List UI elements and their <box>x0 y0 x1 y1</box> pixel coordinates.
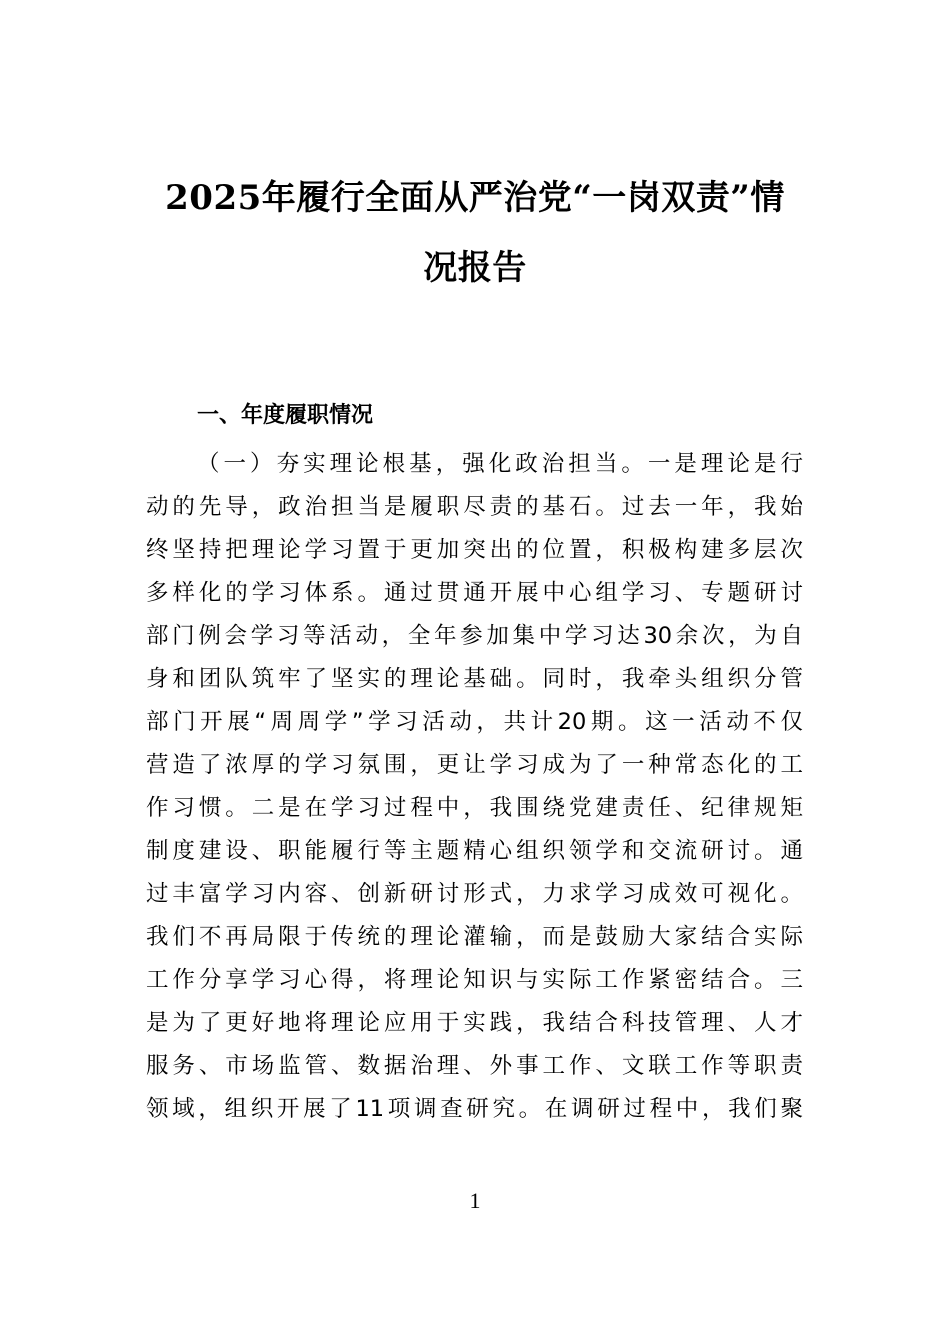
paragraph-line: （一）夯实理论根基，强化政治担当。一是理论是行 <box>197 451 803 477</box>
paragraph-line: 终坚持把理论学习置于更加突出的位置，积极构建多层次 <box>146 537 803 563</box>
paragraph-line: 领域，组织开展了11项调查研究。在调研过程中，我们聚 <box>146 1096 803 1122</box>
paragraph-line: 作习惯。二是在学习过程中，我围绕党建责任、纪律规矩 <box>146 795 803 821</box>
paragraph-line: 工作分享学习心得，将理论知识与实际工作紧密结合。三 <box>146 967 803 993</box>
paragraph-line: 制度建设、职能履行等主题精心组织领学和交流研讨。通 <box>146 838 803 864</box>
document-title-line-2: 况报告 <box>423 248 527 288</box>
paragraph-line: 服务、市场监管、数据治理、外事工作、文联工作等职责 <box>146 1053 803 1079</box>
paragraph-line: 是为了更好地将理论应用于实践，我结合科技管理、人才 <box>146 1010 803 1036</box>
paragraph-line: 部门开展“周周学”学习活动，共计20期。这一活动不仅 <box>146 709 803 735</box>
paragraph-line: 部门例会学习等活动，全年参加集中学习达30余次，为自 <box>146 623 803 649</box>
paragraph-line: 过丰富学习内容、创新研讨形式，力求学习成效可视化。 <box>146 881 803 907</box>
paragraph-line: 营造了浓厚的学习氛围，更让学习成为了一种常态化的工 <box>146 752 803 778</box>
page-number: 1 <box>469 1188 481 1213</box>
document-title-line-1: 2025年履行全面从严治党“一岗双责”情 <box>165 178 785 218</box>
paragraph-line: 身和团队筑牢了坚实的理论基础。同时，我牵头组织分管 <box>146 666 803 692</box>
paragraph-line: 多样化的学习体系。通过贯通开展中心组学习、专题研讨 <box>146 580 803 606</box>
section-heading: 一、年度履职情况 <box>197 403 374 428</box>
paragraph-line: 动的先导，政治担当是履职尽责的基石。过去一年，我始 <box>146 494 803 520</box>
paragraph-line: 我们不再局限于传统的理论灌输，而是鼓励大家结合实际 <box>146 924 803 950</box>
